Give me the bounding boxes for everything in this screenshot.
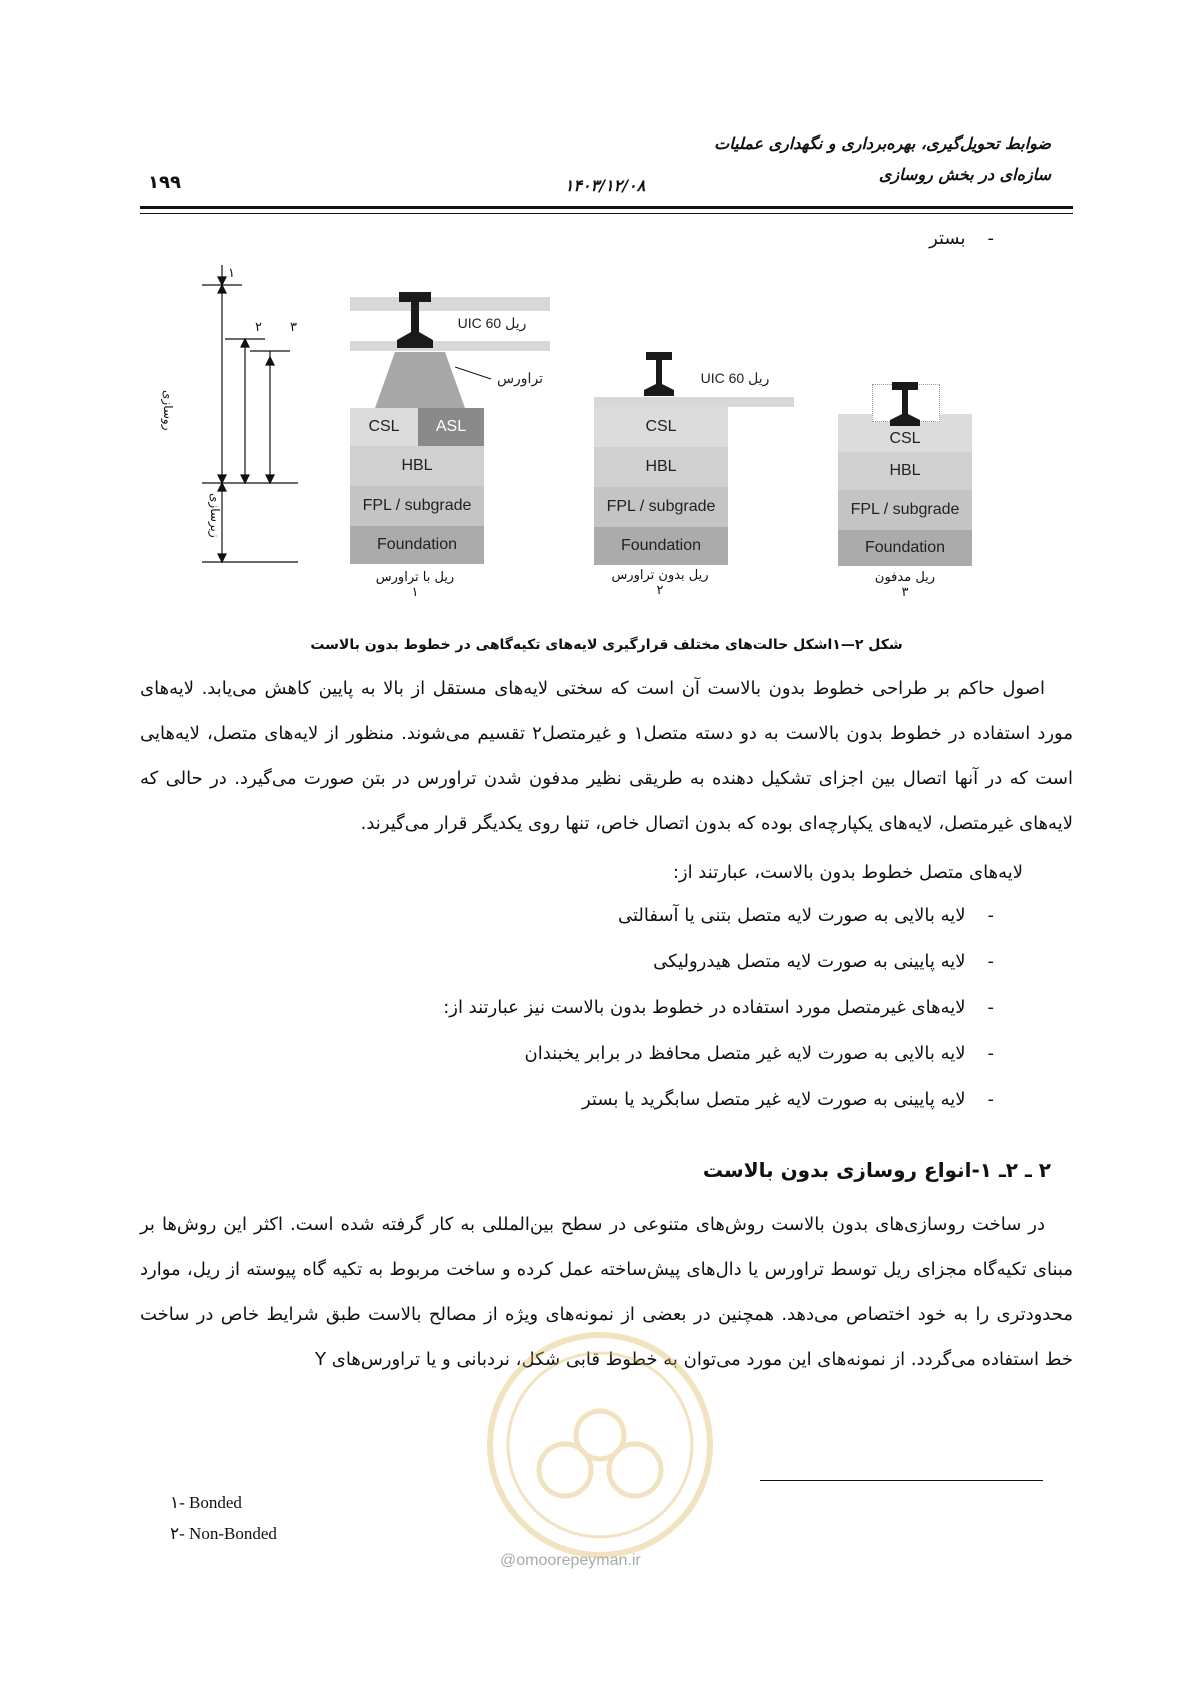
layer-asl-1: ASL [418,408,484,446]
layer-foundation-1: Foundation [350,526,484,564]
sleeper-label: تراورس [496,370,544,386]
dim-label-1: ۱ [228,266,235,281]
figure-caption: شکل ۲—۱اشکل حالت‌های مختلف قرارگیری لایه‌های تکیه‌گاهی در خطوط بدون بالاست [310,637,903,653]
subcaption-1-name: ریل با تراورس [375,570,455,585]
subcaption-3-name: ریل مدفون [874,570,936,585]
layer-csl-3: CSL [889,430,921,447]
subcaption-3 [835,570,975,600]
page-number: ۱۹۹ [148,172,181,193]
layer-fpl-1: FPL / subgrade [350,486,484,526]
bullet-dash: - [987,905,994,926]
list-item [234,997,994,1043]
list-item-text: لایه بالایی به صورت لایه غیر متصل محافظ در برابر یخبندان [524,1043,966,1064]
footnote-2: ۲- Non-Bonded [170,1524,277,1543]
bullet-list [234,905,994,1135]
rail-label-1: ریل UIC 60 [447,315,537,332]
layer-foundation-3: Foundation [838,530,972,566]
paragraph-2: در ساخت روسازی‌های بدون بالاست روش‌های متنوعی در سطح بین‌المللی به کار گرفته شده است. اکثر این روش‌ها بر مبنای تکیه‌گاه مجزای ریل توسط تراورس یا دال‌های پیش‌ساخته عمل کرده و ساخت مربوط به تکیه گاه پیوسته از ریل، موارد محدودتری را به خود اختصاص می‌دهد. همچنین در بعضی از نمونه‌های ویژه از مصالح بالاست طبق شرایط خاص در ساخت خط استفاده می‌گردد. از نمونه‌های این مورد می‌توان به خطوط قابی شکل، نردبانی و یا تراورس‌های Y [140,1214,1073,1370]
top-bullet-text: بستر [929,228,966,249]
dim-label-2: ۲ [255,320,262,335]
bonded-intro: لایه‌های متصل خطوط بدون بالاست، عبارتند از: [672,862,1023,883]
paragraph-1: اصول حاکم بر طراحی خطوط بدون بالاست آن است که سختی لایه‌های مستقل از بالا به پایین کاهش می‌یابد. لایه‌های مورد استفاده در خطوط بدون بالاست به دو دسته متصل۱ و غیرمتصل۲ تقسیم می‌شوند. منظور از لایه‌های متصل، لایه‌هایی است که در آنها اتصال بین اجزای تشکیل دهنده به طریقی نظیر مدفون شدن تراورس در بتن صورت می‌گیرد. در حالی که لایه‌های غیرمتصل، لایه‌های یکپارچه‌ای بوده که بدون اتصال خاص، تنها روی یکدیگر قرار می‌گیرند. [140,678,1073,834]
layer-fpl-2: FPL / subgrade [594,487,728,527]
list-item [234,1089,994,1135]
header-date: ۱۴۰۳/۱۲/۰۸ [564,176,646,195]
dim-label-substructure: زیرسازی [208,493,222,538]
footnote-rule [760,1480,1043,1481]
rail-icon [385,290,445,350]
watermark-text: @omoorepeyman.ir [500,1552,641,1569]
subcaption-2-num: ۲ [656,583,664,598]
subcaption-3-num: ۳ [901,585,909,600]
top-band-2 [350,341,550,351]
layer-hbl-2: HBL [594,447,728,487]
top-band-3 [594,397,794,407]
subcaption-1-num: ۱ [411,585,419,600]
header-title-line1: ضوابط تحویل‌گیری، بهره‌برداری و نگهداری عملیات [714,134,1051,153]
bullet-dash: - [987,228,994,249]
rail-icon-3 [880,380,930,430]
layer-foundation-2: Foundation [594,527,728,565]
watermark-logo [485,1330,715,1560]
list-item [234,951,994,997]
rail-label-2: ریل UIC 60 [700,370,770,386]
list-item-text: لایه پایینی به صورت لایه متصل هیدرولیکی [653,951,966,972]
subcaption-1 [345,570,485,600]
rail-icon-2 [634,350,684,398]
dim-label-superstructure: روسازی [161,390,175,431]
bullet-dash: - [987,1089,994,1110]
dimension-lines [180,265,320,575]
subcaption-2 [590,568,730,598]
list-item-text: لایه‌های غیرمتصل مورد استفاده در خطوط بدون بالاست نیز عبارتند از: [443,997,966,1018]
top-band-1 [350,297,550,311]
list-item [234,905,994,951]
section-heading: ۲ ـ ۲ـ ۱-انواع روسازی بدون بالاست [702,1158,1051,1182]
footnote-1: ۱- Bonded [170,1493,242,1512]
layer-csl-1: CSL [350,408,418,446]
layer-csl-2: CSL [594,407,728,447]
header-title-line2: سازه‌ای در بخش روسازی [878,165,1051,184]
list-item-text: لایه پایینی به صورت لایه غیر متصل سابگرید یا بستر [581,1089,966,1110]
layer-hbl-1: HBL [350,446,484,486]
sleeper-pointer [455,365,495,385]
bullet-dash: - [987,997,994,1018]
dim-label-3: ۳ [290,320,297,335]
bullet-dash: - [987,1043,994,1064]
layer-hbl-3: HBL [838,452,972,490]
list-item [234,1043,994,1089]
list-item-text: لایه بالایی به صورت لایه متصل بتنی یا آسفالتی [617,905,966,926]
bullet-dash: - [987,951,994,972]
figure [0,0,1191,640]
subcaption-2-name: ریل بدون تراورس [611,568,709,583]
layer-fpl-3: FPL / subgrade [838,490,972,530]
